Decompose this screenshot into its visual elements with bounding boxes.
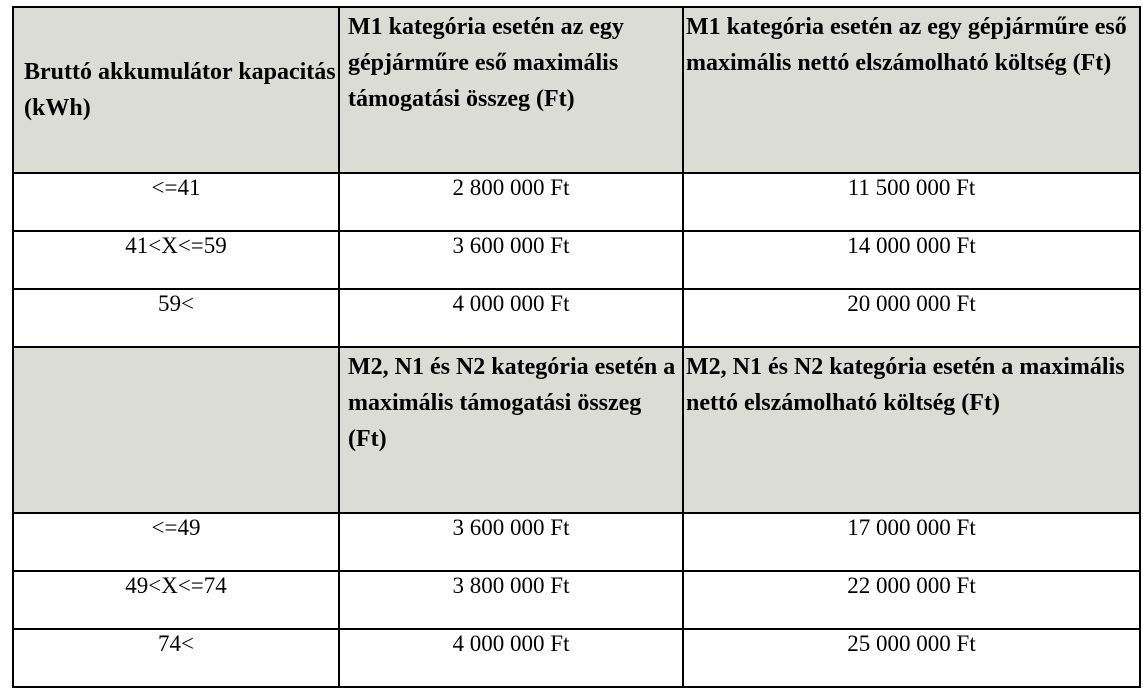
subsidy-cell: 3 800 000 Ft (339, 571, 683, 629)
header-empty (13, 347, 339, 513)
subsidy-cell: 4 000 000 Ft (339, 289, 683, 347)
subsidy-cell: 2 800 000 Ft (339, 173, 683, 231)
capacity-cell: 74< (13, 629, 339, 687)
capacity-cell: 41<X<=59 (13, 231, 339, 289)
subsidy-cell: 3 600 000 Ft (339, 513, 683, 571)
net-cost-cell: 14 000 000 Ft (683, 231, 1140, 289)
table-row (13, 231, 1140, 289)
net-cost-cell: 22 000 000 Ft (683, 571, 1140, 629)
header-m2-n1-n2-max-subsidy: M2, N1 és N2 kategória esetén a maximális támogatási összeg (Ft) (339, 347, 683, 513)
capacity-cell: <=49 (13, 513, 339, 571)
table-row (13, 289, 1140, 347)
net-cost-cell: 20 000 000 Ft (683, 289, 1140, 347)
table-row (13, 513, 1140, 571)
subsidy-cell: 4 000 000 Ft (339, 629, 683, 687)
capacity-cell: 49<X<=74 (13, 571, 339, 629)
subsidy-table (12, 6, 1141, 688)
header-m2-n1-n2-max-net-cost: M2, N1 és N2 kategória esetén a maximális nettó elszámolható költség (Ft) (683, 347, 1140, 513)
net-cost-cell: 17 000 000 Ft (683, 513, 1140, 571)
net-cost-cell: 11 500 000 Ft (683, 173, 1140, 231)
subsidy-cell: 3 600 000 Ft (339, 231, 683, 289)
header-capacity: Bruttó akkumulátor kapacitás (kWh) (13, 7, 339, 173)
capacity-cell: <=41 (13, 173, 339, 231)
table-row (13, 629, 1140, 687)
capacity-cell: 59< (13, 289, 339, 347)
header-m1-max-subsidy: M1 kategória esetén az egy gépjárműre eső maximális támogatási összeg (Ft) (339, 7, 683, 173)
section2-header-row (13, 347, 1140, 513)
header-m1-max-net-cost: M1 kategória esetén az egy gépjárműre eső maximális nettó elszámolható költség (Ft) (683, 7, 1140, 173)
net-cost-cell: 25 000 000 Ft (683, 629, 1140, 687)
table-row (13, 173, 1140, 231)
section1-header-row (13, 7, 1140, 173)
table-row (13, 571, 1140, 629)
